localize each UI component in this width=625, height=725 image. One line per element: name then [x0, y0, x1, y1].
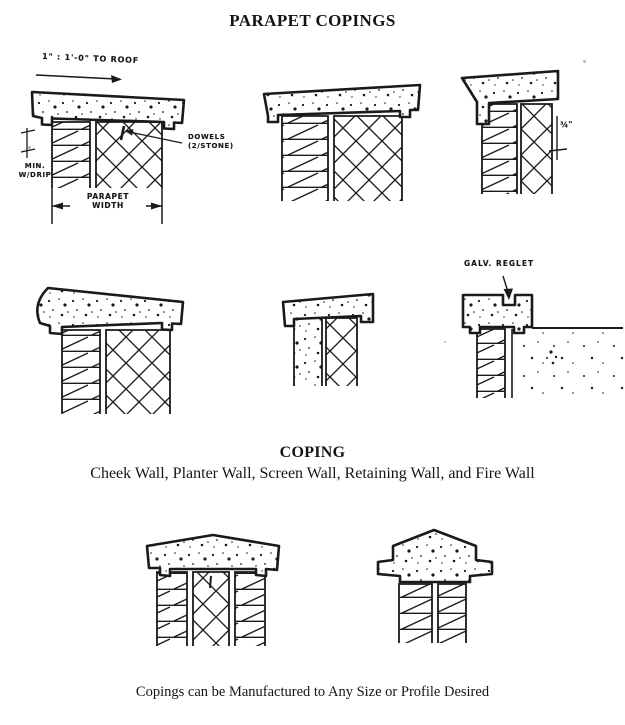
- figure-parapet-coping-sloped-dowels: [12, 50, 262, 235]
- width-line1: PARAPET: [86, 192, 130, 201]
- drip-line2: W/DRIP: [18, 170, 52, 179]
- slope-annotation: 1" : 1'-0" TO ROOF: [41, 51, 140, 66]
- scan-speck: [444, 341, 446, 343]
- figure-parapet-coping-reglet: [428, 248, 625, 406]
- dowels-annotation: [188, 133, 234, 150]
- coping-section-heading: COPING: [279, 444, 346, 461]
- figure-parapet-coping-bullnose: [22, 272, 207, 420]
- footer-note: Copings can be Manufactured to Any Size or Profile Desired: [135, 684, 490, 700]
- width-line2: WIDTH: [92, 200, 124, 210]
- figure-coping-peaked-profile: [366, 518, 508, 656]
- coping-section-subtitle: Cheek Wall, Planter Wall, Screen Wall, Retaining Wall, and Fire Wall: [90, 465, 535, 482]
- dowels-line2: (2/STONE): [188, 141, 234, 150]
- parapet-coping-flat-drawing: [252, 76, 437, 211]
- parapet-width-annotation: [70, 193, 146, 210]
- dowels-line1: DOWELS: [188, 133, 226, 141]
- figure-coping-peaked-wide-wall: [138, 526, 296, 658]
- page-title: PARAPET COPINGS: [229, 11, 396, 30]
- scan-speck: [583, 60, 586, 63]
- drip-line1: MIN.: [24, 162, 46, 170]
- offset-dimension-annotation: ¾": [560, 120, 573, 129]
- galv-reglet-annotation: GALV. REGLET: [464, 259, 535, 268]
- parapet-coping-offset-drawing: [443, 64, 623, 204]
- figure-parapet-coping-offset-drip: [443, 64, 623, 204]
- figure-parapet-coping-stucco-wall: [278, 286, 403, 398]
- scan-speck: [28, 146, 31, 149]
- parapet-coping-reglet-drawing: [428, 248, 625, 406]
- parapet-coping-stucco-drawing: [278, 286, 403, 398]
- coping-peaked-profile-drawing: [366, 518, 508, 656]
- min-drip-annotation: [12, 162, 58, 179]
- figure-parapet-coping-flat-slab: [252, 76, 437, 211]
- parapet-coping-bullnose-drawing: [22, 272, 207, 420]
- coping-peaked-wide-drawing: [138, 526, 296, 658]
